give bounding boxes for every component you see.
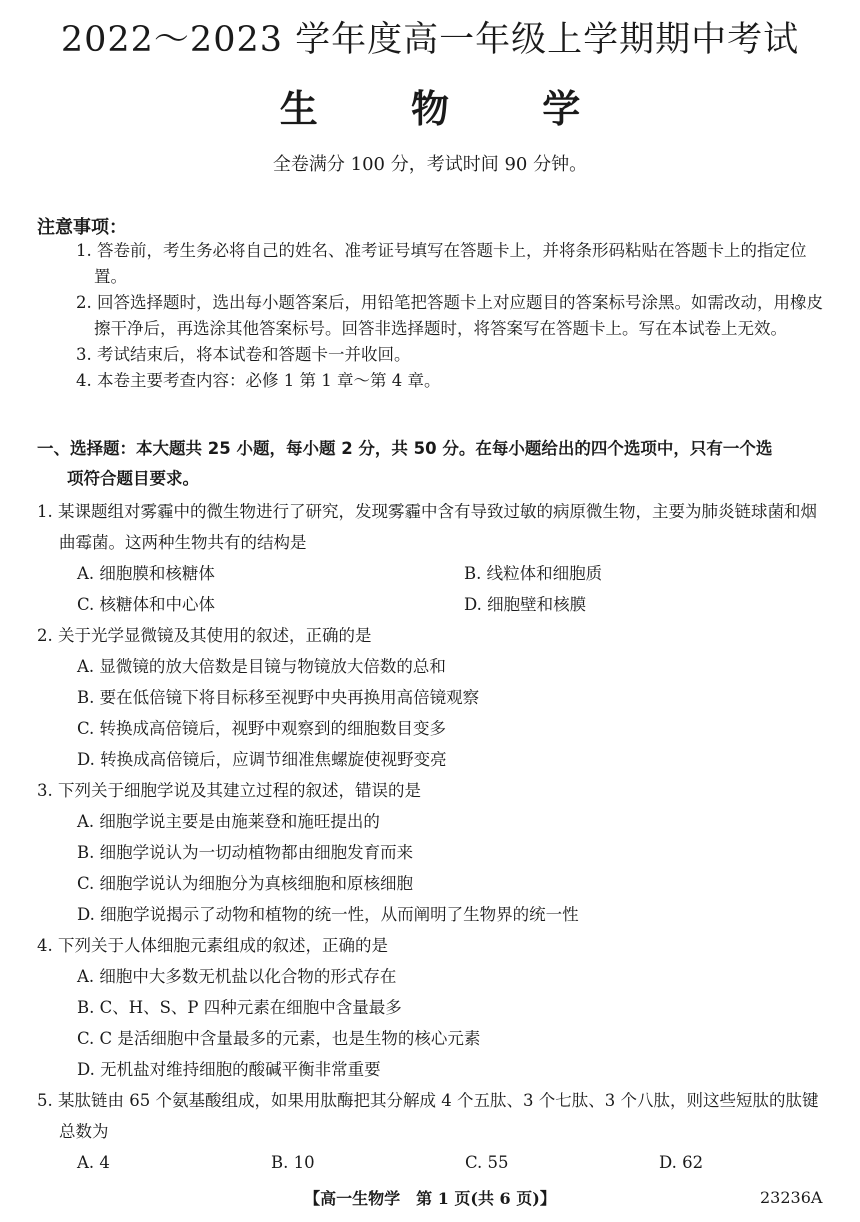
option-b: B. 10: [271, 1153, 315, 1172]
option-b: B. 细胞学说认为一切动植物都由细胞发育而来: [77, 843, 414, 862]
option-a: A. 细胞中大多数无机盐以化合物的形式存在: [77, 967, 397, 986]
option-a: A. 细胞学说主要是由施莱登和施旺提出的: [77, 812, 380, 831]
question-2: [37, 620, 832, 775]
question-stem: 1. 某课题组对雾霾中的微生物进行了研究，发现雾霾中含有导致过敏的病原微生物，主要为肺炎链球菌和烟曲霉菌。这两种生物共有的结构是: [37, 502, 817, 552]
question-1: [37, 496, 832, 620]
option-group: [37, 558, 832, 620]
option-d: D. 细胞壁和核膜: [464, 595, 587, 614]
option-c: C. C 是活细胞中含量最多的元素，也是生物的核心元素: [77, 1029, 481, 1048]
question-5: [37, 1085, 832, 1178]
option-group: [37, 1147, 832, 1178]
notice-item: 4. 本卷主要考查内容：必修 1 第 1 章～第 4 章。: [76, 371, 441, 390]
notice-list: [76, 238, 828, 394]
option-b: B. 线粒体和细胞质: [464, 564, 603, 583]
notice-item: 2. 回答选择题时，选出每小题答案后，用铅笔把答题卡上对应题目的答案标号涂黑。如需改动，用橡皮擦干净后，再选涂其他答案标号。回答非选择题时，将答案写在答题卡上。写在本试卷上无效。: [76, 293, 823, 338]
option-c: C. 55: [465, 1153, 509, 1172]
paper-code: 23236A: [760, 1188, 823, 1207]
notice-heading: 注意事项：: [37, 217, 127, 238]
question-stem: 2. 关于光学显微镜及其使用的叙述，正确的是: [37, 626, 372, 645]
option-d: D. 转换成高倍镜后，应调节细准焦螺旋使视野变亮: [77, 750, 447, 769]
notice-item: 1. 答卷前，考生务必将自己的姓名、准考证号填写在答题卡上，并将条形码粘贴在答题卡上的指定位置。: [76, 241, 807, 286]
section-heading: [37, 434, 832, 494]
option-c: C. 核糖体和中心体: [77, 595, 216, 614]
subject-title: 生 物 学: [279, 87, 621, 131]
option-a: A. 显微镜的放大倍数是目镜与物镜放大倍数的总和: [77, 657, 446, 676]
option-b: B. C、H、S、P 四种元素在细胞中含量最多: [77, 998, 402, 1017]
question-stem: 5. 某肽链由 65 个氨基酸组成，如果用肽酶把其分解成 4 个五肽、3 个七肽、3 个八肽，则这些短肽的肽键总数为: [37, 1091, 819, 1141]
section-heading-line: 一、选择题：本大题共 25 小题，每小题 2 分，共 50 分。在每小题给出的四个选项中，只有一个选: [37, 439, 773, 458]
question-3: [37, 775, 832, 930]
option-b: B. 要在低倍镜下将目标移至视野中央再换用高倍镜观察: [77, 688, 480, 707]
option-a: A. 细胞膜和核糖体: [77, 564, 215, 583]
question-4: [37, 930, 832, 1085]
option-c: C. 细胞学说认为细胞分为真核细胞和原核细胞: [77, 874, 414, 893]
question-list: [37, 496, 832, 1178]
section-heading-line: 项符合题目要求。: [67, 469, 199, 488]
option-a: A. 4: [77, 1153, 110, 1172]
question-stem: 3. 下列关于细胞学说及其建立过程的叙述，错误的是: [37, 781, 421, 800]
page-footer: 【高一生物学 第 1 页(共 6 页)】: [304, 1189, 556, 1208]
option-d: D. 细胞学说揭示了动物和植物的统一性，从而阐明了生物界的统一性: [77, 905, 579, 924]
option-d: D. 62: [659, 1153, 704, 1172]
notice-item: 3. 考试结束后，将本试卷和答题卡一并收回。: [76, 345, 411, 364]
question-stem: 4. 下列关于人体细胞元素组成的叙述，正确的是: [37, 936, 388, 955]
exam-title: 2022～2023 学年度高一年级上学期期中考试: [60, 20, 800, 60]
exam-meta: 全卷满分 100 分，考试时间 90 分钟。: [272, 154, 588, 175]
option-d: D. 无机盐对维持细胞的酸碱平衡非常重要: [77, 1060, 381, 1079]
option-c: C. 转换成高倍镜后，视野中观察到的细胞数目变多: [77, 719, 447, 738]
